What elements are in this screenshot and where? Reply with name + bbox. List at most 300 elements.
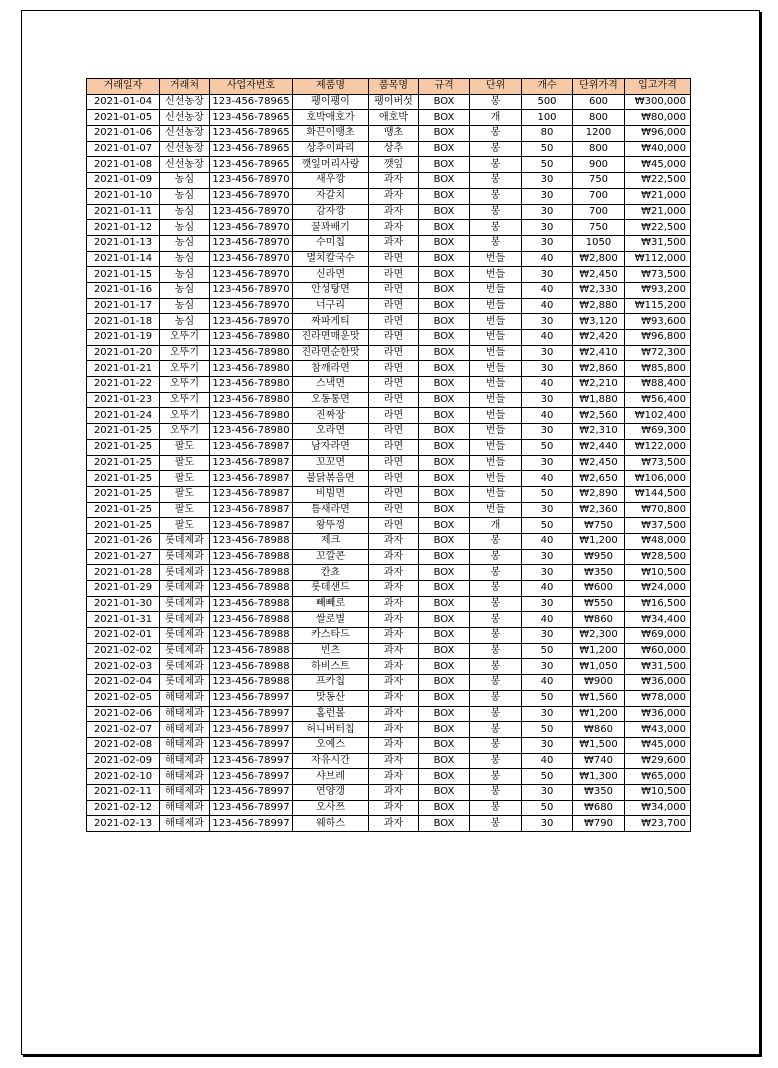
cell-vendor[interactable]: 해태제과: [160, 706, 210, 722]
cell-unit-price[interactable]: ₩1,050: [573, 659, 625, 675]
header-item[interactable]: 품목명: [369, 79, 419, 95]
cell-product[interactable]: 카스타드: [293, 628, 369, 644]
cell-date[interactable]: 2021-01-11: [87, 204, 160, 220]
cell-unit-price[interactable]: ₩2,800: [573, 251, 625, 267]
cell-unit-price[interactable]: ₩950: [573, 549, 625, 565]
cell-unit[interactable]: 봉: [470, 753, 522, 769]
cell-item[interactable]: 깻잎: [369, 157, 419, 173]
cell-date[interactable]: 2021-01-31: [87, 612, 160, 628]
cell-count[interactable]: 100: [522, 110, 573, 126]
cell-biz-no[interactable]: 123-456-78970: [210, 282, 293, 298]
cell-unit[interactable]: 번들: [470, 439, 522, 455]
cell-date[interactable]: 2021-01-30: [87, 596, 160, 612]
cell-item[interactable]: 라면: [369, 267, 419, 283]
cell-vendor[interactable]: 롯데제과: [160, 565, 210, 581]
cell-total-price[interactable]: ₩144,500: [625, 486, 691, 502]
cell-item[interactable]: 과자: [369, 769, 419, 785]
cell-total-price[interactable]: ₩69,300: [625, 424, 691, 440]
cell-unit[interactable]: 번들: [470, 282, 522, 298]
cell-vendor[interactable]: 팔도: [160, 455, 210, 471]
cell-product[interactable]: 빼빼로: [293, 596, 369, 612]
cell-count[interactable]: 30: [522, 549, 573, 565]
cell-item[interactable]: 애호박: [369, 110, 419, 126]
cell-unit-price[interactable]: ₩2,330: [573, 282, 625, 298]
cell-count[interactable]: 30: [522, 267, 573, 283]
cell-biz-no[interactable]: 123-456-78980: [210, 408, 293, 424]
cell-item[interactable]: 과자: [369, 581, 419, 597]
cell-item[interactable]: 과자: [369, 204, 419, 220]
cell-biz-no[interactable]: 123-456-78987: [210, 502, 293, 518]
cell-spec[interactable]: BOX: [419, 769, 470, 785]
cell-unit[interactable]: 개: [470, 110, 522, 126]
cell-item[interactable]: 과자: [369, 643, 419, 659]
cell-vendor[interactable]: 해태제과: [160, 769, 210, 785]
cell-count[interactable]: 50: [522, 643, 573, 659]
cell-unit[interactable]: 봉: [470, 581, 522, 597]
cell-biz-no[interactable]: 123-456-78988: [210, 643, 293, 659]
cell-vendor[interactable]: 농심: [160, 204, 210, 220]
cell-item[interactable]: 과자: [369, 565, 419, 581]
cell-item[interactable]: 과자: [369, 628, 419, 644]
cell-biz-no[interactable]: 123-456-78988: [210, 596, 293, 612]
cell-spec[interactable]: BOX: [419, 800, 470, 816]
cell-product[interactable]: 오예스: [293, 737, 369, 753]
cell-total-price[interactable]: ₩34,000: [625, 800, 691, 816]
cell-unit-price[interactable]: 700: [573, 204, 625, 220]
cell-unit[interactable]: 봉: [470, 235, 522, 251]
cell-item[interactable]: 라면: [369, 439, 419, 455]
cell-date[interactable]: 2021-01-07: [87, 141, 160, 157]
cell-unit-price[interactable]: ₩2,860: [573, 361, 625, 377]
header-vendor[interactable]: 거래처: [160, 79, 210, 95]
cell-vendor[interactable]: 해태제과: [160, 722, 210, 738]
cell-product[interactable]: 안성탕면: [293, 282, 369, 298]
cell-item[interactable]: 과자: [369, 816, 419, 832]
cell-total-price[interactable]: ₩10,500: [625, 565, 691, 581]
cell-spec[interactable]: BOX: [419, 596, 470, 612]
cell-spec[interactable]: BOX: [419, 330, 470, 346]
cell-unit[interactable]: 봉: [470, 565, 522, 581]
cell-item[interactable]: 팽이버섯: [369, 94, 419, 110]
cell-date[interactable]: 2021-01-26: [87, 533, 160, 549]
cell-product[interactable]: 꿀꽈배기: [293, 220, 369, 236]
cell-unit-price[interactable]: ₩1,200: [573, 706, 625, 722]
cell-spec[interactable]: BOX: [419, 565, 470, 581]
cell-vendor[interactable]: 오뚜기: [160, 361, 210, 377]
cell-date[interactable]: 2021-01-22: [87, 377, 160, 393]
cell-item[interactable]: 라면: [369, 424, 419, 440]
cell-biz-no[interactable]: 123-456-78987: [210, 455, 293, 471]
cell-unit[interactable]: 번들: [470, 471, 522, 487]
cell-biz-no[interactable]: 123-456-78965: [210, 141, 293, 157]
cell-spec[interactable]: BOX: [419, 126, 470, 142]
cell-biz-no[interactable]: 123-456-78987: [210, 471, 293, 487]
cell-item[interactable]: 과자: [369, 722, 419, 738]
cell-vendor[interactable]: 롯데제과: [160, 643, 210, 659]
cell-unit[interactable]: 봉: [470, 126, 522, 142]
cell-biz-no[interactable]: 123-456-78970: [210, 314, 293, 330]
cell-unit[interactable]: 봉: [470, 94, 522, 110]
cell-product[interactable]: 새우깡: [293, 173, 369, 189]
cell-biz-no[interactable]: 123-456-78970: [210, 235, 293, 251]
cell-biz-no[interactable]: 123-456-78997: [210, 722, 293, 738]
cell-spec[interactable]: BOX: [419, 173, 470, 189]
cell-item[interactable]: 라면: [369, 455, 419, 471]
cell-unit-price[interactable]: ₩2,360: [573, 502, 625, 518]
cell-date[interactable]: 2021-01-24: [87, 408, 160, 424]
cell-biz-no[interactable]: 123-456-78965: [210, 126, 293, 142]
cell-biz-no[interactable]: 123-456-78997: [210, 816, 293, 832]
cell-total-price[interactable]: ₩24,000: [625, 581, 691, 597]
cell-count[interactable]: 40: [522, 612, 573, 628]
cell-count[interactable]: 50: [522, 486, 573, 502]
cell-product[interactable]: 칸쵸: [293, 565, 369, 581]
cell-date[interactable]: 2021-02-10: [87, 769, 160, 785]
cell-vendor[interactable]: 오뚜기: [160, 345, 210, 361]
cell-unit[interactable]: 봉: [470, 596, 522, 612]
cell-product[interactable]: 오사쯔: [293, 800, 369, 816]
cell-product[interactable]: 멸치칼국수: [293, 251, 369, 267]
cell-vendor[interactable]: 신선농장: [160, 110, 210, 126]
cell-unit-price[interactable]: 750: [573, 220, 625, 236]
cell-unit[interactable]: 번들: [470, 330, 522, 346]
header-unit-price[interactable]: 단위가격: [573, 79, 625, 95]
cell-count[interactable]: 30: [522, 204, 573, 220]
cell-spec[interactable]: BOX: [419, 188, 470, 204]
cell-date[interactable]: 2021-01-05: [87, 110, 160, 126]
cell-date[interactable]: 2021-01-15: [87, 267, 160, 283]
cell-vendor[interactable]: 농심: [160, 314, 210, 330]
cell-unit-price[interactable]: ₩2,650: [573, 471, 625, 487]
cell-spec[interactable]: BOX: [419, 392, 470, 408]
cell-count[interactable]: 30: [522, 596, 573, 612]
cell-total-price[interactable]: ₩72,300: [625, 345, 691, 361]
cell-date[interactable]: 2021-02-11: [87, 784, 160, 800]
cell-unit-price[interactable]: ₩2,440: [573, 439, 625, 455]
cell-date[interactable]: 2021-01-12: [87, 220, 160, 236]
cell-spec[interactable]: BOX: [419, 737, 470, 753]
cell-count[interactable]: 30: [522, 455, 573, 471]
cell-unit[interactable]: 번들: [470, 392, 522, 408]
cell-unit[interactable]: 봉: [470, 220, 522, 236]
cell-count[interactable]: 40: [522, 675, 573, 691]
cell-date[interactable]: 2021-01-27: [87, 549, 160, 565]
cell-total-price[interactable]: ₩31,500: [625, 235, 691, 251]
cell-item[interactable]: 과자: [369, 690, 419, 706]
cell-biz-no[interactable]: 123-456-78970: [210, 220, 293, 236]
cell-biz-no[interactable]: 123-456-78970: [210, 251, 293, 267]
cell-total-price[interactable]: ₩43,000: [625, 722, 691, 738]
cell-item[interactable]: 라면: [369, 471, 419, 487]
cell-total-price[interactable]: ₩23,700: [625, 816, 691, 832]
cell-product[interactable]: 진라면매운맛: [293, 330, 369, 346]
cell-unit[interactable]: 봉: [470, 784, 522, 800]
cell-total-price[interactable]: ₩69,000: [625, 628, 691, 644]
cell-date[interactable]: 2021-01-13: [87, 235, 160, 251]
cell-biz-no[interactable]: 123-456-78997: [210, 769, 293, 785]
cell-item[interactable]: 라면: [369, 408, 419, 424]
cell-spec[interactable]: BOX: [419, 690, 470, 706]
cell-spec[interactable]: BOX: [419, 220, 470, 236]
cell-date[interactable]: 2021-01-25: [87, 502, 160, 518]
cell-unit[interactable]: 봉: [470, 643, 522, 659]
cell-date[interactable]: 2021-01-09: [87, 173, 160, 189]
cell-date[interactable]: 2021-01-23: [87, 392, 160, 408]
cell-count[interactable]: 30: [522, 737, 573, 753]
cell-date[interactable]: 2021-01-25: [87, 455, 160, 471]
cell-product[interactable]: 롯데샌드: [293, 581, 369, 597]
cell-unit-price[interactable]: ₩2,410: [573, 345, 625, 361]
cell-total-price[interactable]: ₩85,800: [625, 361, 691, 377]
cell-biz-no[interactable]: 123-456-78970: [210, 173, 293, 189]
cell-total-price[interactable]: ₩78,000: [625, 690, 691, 706]
cell-product[interactable]: 수미칩: [293, 235, 369, 251]
cell-date[interactable]: 2021-01-17: [87, 298, 160, 314]
cell-item[interactable]: 과자: [369, 800, 419, 816]
cell-spec[interactable]: BOX: [419, 612, 470, 628]
cell-product[interactable]: 꼬깔콘: [293, 549, 369, 565]
cell-total-price[interactable]: ₩36,000: [625, 706, 691, 722]
cell-vendor[interactable]: 팔도: [160, 471, 210, 487]
cell-unit-price[interactable]: ₩750: [573, 518, 625, 534]
cell-total-price[interactable]: ₩22,500: [625, 173, 691, 189]
cell-product[interactable]: 진짜장: [293, 408, 369, 424]
cell-biz-no[interactable]: 123-456-78997: [210, 753, 293, 769]
cell-spec[interactable]: BOX: [419, 486, 470, 502]
cell-item[interactable]: 라면: [369, 314, 419, 330]
cell-spec[interactable]: BOX: [419, 298, 470, 314]
cell-count[interactable]: 30: [522, 220, 573, 236]
cell-count[interactable]: 50: [522, 157, 573, 173]
cell-total-price[interactable]: ₩65,000: [625, 769, 691, 785]
cell-spec[interactable]: BOX: [419, 94, 470, 110]
cell-product[interactable]: 화끈이땡초: [293, 126, 369, 142]
cell-count[interactable]: 30: [522, 565, 573, 581]
cell-biz-no[interactable]: 123-456-78988: [210, 659, 293, 675]
cell-vendor[interactable]: 해태제과: [160, 816, 210, 832]
cell-total-price[interactable]: ₩10,500: [625, 784, 691, 800]
cell-spec[interactable]: BOX: [419, 439, 470, 455]
cell-unit-price[interactable]: ₩3,120: [573, 314, 625, 330]
cell-biz-no[interactable]: 123-456-78980: [210, 330, 293, 346]
cell-spec[interactable]: BOX: [419, 110, 470, 126]
header-spec[interactable]: 규격: [419, 79, 470, 95]
cell-unit[interactable]: 봉: [470, 549, 522, 565]
cell-unit[interactable]: 봉: [470, 737, 522, 753]
cell-unit[interactable]: 번들: [470, 486, 522, 502]
cell-spec[interactable]: BOX: [419, 141, 470, 157]
cell-item[interactable]: 과자: [369, 596, 419, 612]
cell-count[interactable]: 40: [522, 753, 573, 769]
cell-unit-price[interactable]: ₩2,560: [573, 408, 625, 424]
cell-product[interactable]: 샤브레: [293, 769, 369, 785]
cell-date[interactable]: 2021-01-19: [87, 330, 160, 346]
cell-unit[interactable]: 번들: [470, 424, 522, 440]
cell-unit[interactable]: 봉: [470, 800, 522, 816]
cell-unit-price[interactable]: ₩790: [573, 816, 625, 832]
cell-date[interactable]: 2021-01-25: [87, 518, 160, 534]
cell-unit-price[interactable]: ₩600: [573, 581, 625, 597]
cell-date[interactable]: 2021-01-16: [87, 282, 160, 298]
cell-product[interactable]: 빈츠: [293, 643, 369, 659]
cell-count[interactable]: 50: [522, 439, 573, 455]
cell-spec[interactable]: BOX: [419, 722, 470, 738]
cell-product[interactable]: 오동통면: [293, 392, 369, 408]
cell-date[interactable]: 2021-01-29: [87, 581, 160, 597]
cell-unit[interactable]: 봉: [470, 816, 522, 832]
cell-biz-no[interactable]: 123-456-78988: [210, 533, 293, 549]
cell-date[interactable]: 2021-02-07: [87, 722, 160, 738]
cell-biz-no[interactable]: 123-456-78997: [210, 737, 293, 753]
cell-spec[interactable]: BOX: [419, 753, 470, 769]
cell-spec[interactable]: BOX: [419, 659, 470, 675]
cell-vendor[interactable]: 해태제과: [160, 784, 210, 800]
cell-biz-no[interactable]: 123-456-78987: [210, 486, 293, 502]
cell-item[interactable]: 과자: [369, 784, 419, 800]
cell-count[interactable]: 30: [522, 784, 573, 800]
cell-total-price[interactable]: ₩88,400: [625, 377, 691, 393]
cell-spec[interactable]: BOX: [419, 549, 470, 565]
cell-vendor[interactable]: 해태제과: [160, 800, 210, 816]
cell-product[interactable]: 남자라면: [293, 439, 369, 455]
cell-date[interactable]: 2021-01-25: [87, 424, 160, 440]
cell-vendor[interactable]: 롯데제과: [160, 549, 210, 565]
cell-spec[interactable]: BOX: [419, 533, 470, 549]
cell-total-price[interactable]: ₩34,400: [625, 612, 691, 628]
cell-item[interactable]: 과자: [369, 188, 419, 204]
cell-total-price[interactable]: ₩102,400: [625, 408, 691, 424]
cell-item[interactable]: 과자: [369, 612, 419, 628]
cell-product[interactable]: 홈런볼: [293, 706, 369, 722]
cell-product[interactable]: 짜파게티: [293, 314, 369, 330]
cell-product[interactable]: 오라면: [293, 424, 369, 440]
cell-count[interactable]: 50: [522, 722, 573, 738]
cell-product[interactable]: 틈새라면: [293, 502, 369, 518]
cell-count[interactable]: 500: [522, 94, 573, 110]
cell-product[interactable]: 쌀로별: [293, 612, 369, 628]
cell-unit-price[interactable]: ₩1,880: [573, 392, 625, 408]
cell-unit[interactable]: 번들: [470, 251, 522, 267]
cell-biz-no[interactable]: 123-456-78965: [210, 157, 293, 173]
cell-unit-price[interactable]: ₩550: [573, 596, 625, 612]
cell-vendor[interactable]: 오뚜기: [160, 408, 210, 424]
cell-total-price[interactable]: ₩56,400: [625, 392, 691, 408]
cell-spec[interactable]: BOX: [419, 675, 470, 691]
cell-total-price[interactable]: ₩93,600: [625, 314, 691, 330]
cell-biz-no[interactable]: 123-456-78980: [210, 345, 293, 361]
cell-product[interactable]: 허니버터칩: [293, 722, 369, 738]
cell-count[interactable]: 40: [522, 471, 573, 487]
cell-product[interactable]: 왕뚜껑: [293, 518, 369, 534]
cell-biz-no[interactable]: 123-456-78980: [210, 361, 293, 377]
cell-total-price[interactable]: ₩115,200: [625, 298, 691, 314]
cell-vendor[interactable]: 롯데제과: [160, 596, 210, 612]
cell-spec[interactable]: BOX: [419, 282, 470, 298]
cell-item[interactable]: 라면: [369, 502, 419, 518]
cell-biz-no[interactable]: 123-456-78970: [210, 188, 293, 204]
cell-count[interactable]: 30: [522, 502, 573, 518]
cell-biz-no[interactable]: 123-456-78997: [210, 706, 293, 722]
cell-count[interactable]: 30: [522, 235, 573, 251]
cell-unit[interactable]: 번들: [470, 298, 522, 314]
cell-unit[interactable]: 봉: [470, 706, 522, 722]
cell-item[interactable]: 과자: [369, 737, 419, 753]
cell-date[interactable]: 2021-01-18: [87, 314, 160, 330]
cell-vendor[interactable]: 팔도: [160, 486, 210, 502]
cell-date[interactable]: 2021-02-02: [87, 643, 160, 659]
cell-biz-no[interactable]: 123-456-78980: [210, 392, 293, 408]
cell-product[interactable]: 하비스트: [293, 659, 369, 675]
cell-biz-no[interactable]: 123-456-78997: [210, 784, 293, 800]
cell-unit[interactable]: 봉: [470, 659, 522, 675]
cell-vendor[interactable]: 농심: [160, 235, 210, 251]
cell-unit[interactable]: 봉: [470, 690, 522, 706]
cell-unit[interactable]: 봉: [470, 675, 522, 691]
cell-date[interactable]: 2021-02-04: [87, 675, 160, 691]
header-unit[interactable]: 단위: [470, 79, 522, 95]
cell-count[interactable]: 40: [522, 298, 573, 314]
cell-item[interactable]: 라면: [369, 330, 419, 346]
cell-unit-price[interactable]: ₩2,880: [573, 298, 625, 314]
cell-total-price[interactable]: ₩28,500: [625, 549, 691, 565]
cell-product[interactable]: 팽이팽이: [293, 94, 369, 110]
cell-spec[interactable]: BOX: [419, 377, 470, 393]
cell-vendor[interactable]: 신선농장: [160, 94, 210, 110]
cell-count[interactable]: 40: [522, 533, 573, 549]
cell-total-price[interactable]: ₩45,000: [625, 157, 691, 173]
cell-unit-price[interactable]: 1050: [573, 235, 625, 251]
cell-biz-no[interactable]: 123-456-78970: [210, 267, 293, 283]
cell-spec[interactable]: BOX: [419, 816, 470, 832]
cell-item[interactable]: 라면: [369, 518, 419, 534]
cell-item[interactable]: 과자: [369, 235, 419, 251]
cell-count[interactable]: 30: [522, 392, 573, 408]
cell-unit-price[interactable]: 750: [573, 173, 625, 189]
cell-unit-price[interactable]: ₩1,500: [573, 737, 625, 753]
cell-vendor[interactable]: 농심: [160, 220, 210, 236]
cell-unit[interactable]: 봉: [470, 157, 522, 173]
cell-unit-price[interactable]: ₩740: [573, 753, 625, 769]
cell-item[interactable]: 상추: [369, 141, 419, 157]
cell-unit-price[interactable]: 700: [573, 188, 625, 204]
cell-vendor[interactable]: 신선농장: [160, 157, 210, 173]
cell-unit[interactable]: 번들: [470, 267, 522, 283]
cell-total-price[interactable]: ₩37,500: [625, 518, 691, 534]
cell-vendor[interactable]: 롯데제과: [160, 675, 210, 691]
cell-biz-no[interactable]: 123-456-78980: [210, 377, 293, 393]
cell-date[interactable]: 2021-02-03: [87, 659, 160, 675]
cell-item[interactable]: 라면: [369, 377, 419, 393]
cell-count[interactable]: 50: [522, 800, 573, 816]
header-total-price[interactable]: 입고가격: [625, 79, 691, 95]
cell-count[interactable]: 30: [522, 628, 573, 644]
cell-biz-no[interactable]: 123-456-78980: [210, 424, 293, 440]
cell-count[interactable]: 40: [522, 251, 573, 267]
cell-total-price[interactable]: ₩106,000: [625, 471, 691, 487]
cell-count[interactable]: 30: [522, 659, 573, 675]
cell-total-price[interactable]: ₩45,000: [625, 737, 691, 753]
cell-unit[interactable]: 번들: [470, 502, 522, 518]
cell-vendor[interactable]: 해태제과: [160, 737, 210, 753]
cell-total-price[interactable]: ₩31,500: [625, 659, 691, 675]
cell-vendor[interactable]: 오뚜기: [160, 377, 210, 393]
cell-item[interactable]: 과자: [369, 659, 419, 675]
cell-count[interactable]: 30: [522, 706, 573, 722]
cell-spec[interactable]: BOX: [419, 471, 470, 487]
header-product[interactable]: 제품명: [293, 79, 369, 95]
cell-total-price[interactable]: ₩300,000: [625, 94, 691, 110]
header-count[interactable]: 개수: [522, 79, 573, 95]
